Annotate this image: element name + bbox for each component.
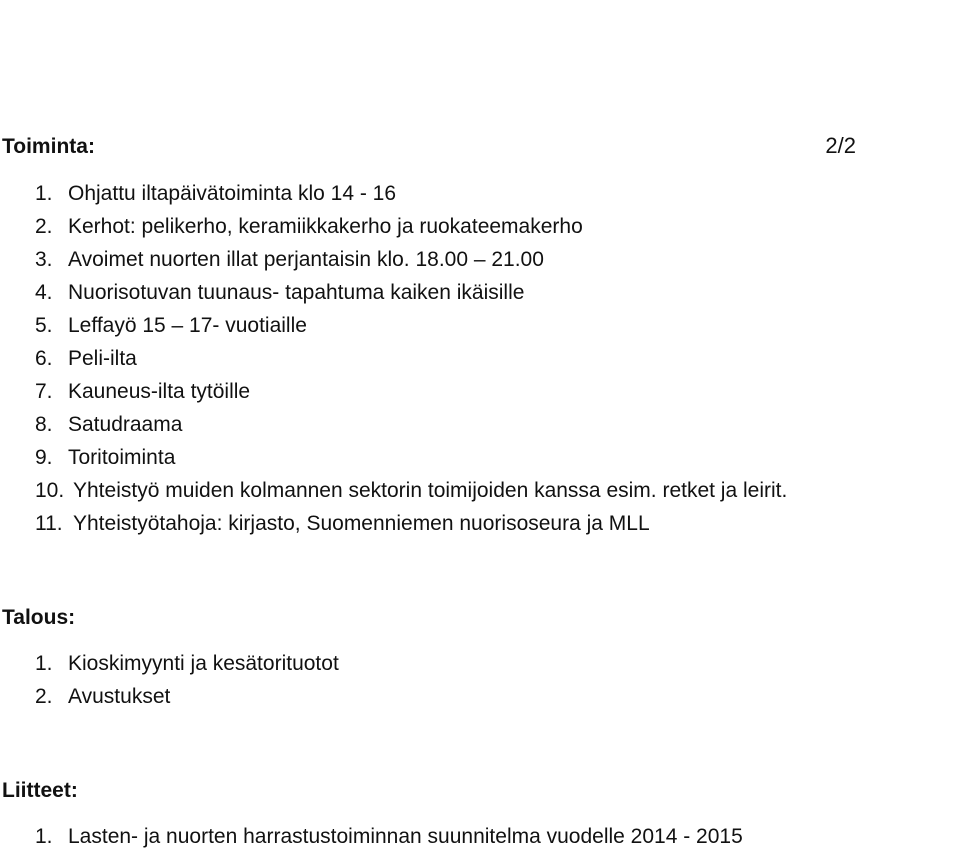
item-number: 10.	[35, 479, 65, 502]
item-number: 5.	[35, 314, 53, 337]
item-text: Lasten- ja nuorten harrastustoiminnan suunnitelma vuodelle 2014 - 2015	[68, 825, 743, 848]
item-number: 3.	[35, 248, 53, 271]
item-text: Avustukset	[68, 685, 171, 708]
item-number: 1.	[35, 825, 53, 848]
item-text: Nuorisotuvan tuunaus- tapahtuma kaiken ikäisille	[68, 281, 525, 304]
item-text: Kauneus-ilta tytöille	[68, 380, 251, 403]
item-number: 9.	[35, 446, 53, 469]
item-number: 2.	[35, 685, 53, 708]
page-number: 2/2	[825, 133, 856, 158]
item-number: 8.	[35, 413, 53, 436]
item-number: 7.	[35, 380, 53, 403]
item-text: Leffayö 15 – 17- vuotiaille	[68, 314, 307, 337]
item-text: Peli-ilta	[68, 347, 137, 370]
item-text: Kioskimyynti ja kesätorituotot	[68, 652, 339, 675]
item-text: Toritoiminta	[68, 446, 176, 469]
item-text: Avoimet nuorten illat perjantaisin klo. 18.00 – 21.00	[68, 248, 544, 271]
item-number: 4.	[35, 281, 53, 304]
section-heading-toiminta: Toiminta:	[2, 135, 95, 158]
item-number: 2.	[35, 215, 53, 238]
item-text: Kerhot: pelikerho, keramiikkakerho ja ruokateemakerho	[68, 215, 583, 238]
item-text: Yhteistyö muiden kolmannen sektorin toimijoiden kanssa esim. retket ja leirit.	[73, 479, 788, 502]
item-text: Satudraama	[68, 413, 183, 436]
item-text: Yhteistyötahoja: kirjasto, Suomenniemen nuorisoseura ja MLL	[73, 512, 650, 535]
section-heading-liitteet: Liitteet:	[2, 779, 78, 802]
item-number: 1.	[35, 182, 53, 205]
section-heading-talous: Talous:	[2, 606, 76, 629]
item-number: 6.	[35, 347, 53, 370]
item-number: 11.	[35, 512, 63, 535]
item-number: 1.	[35, 652, 53, 675]
item-text: Ohjattu iltapäivätoiminta klo 14 - 16	[68, 182, 397, 205]
